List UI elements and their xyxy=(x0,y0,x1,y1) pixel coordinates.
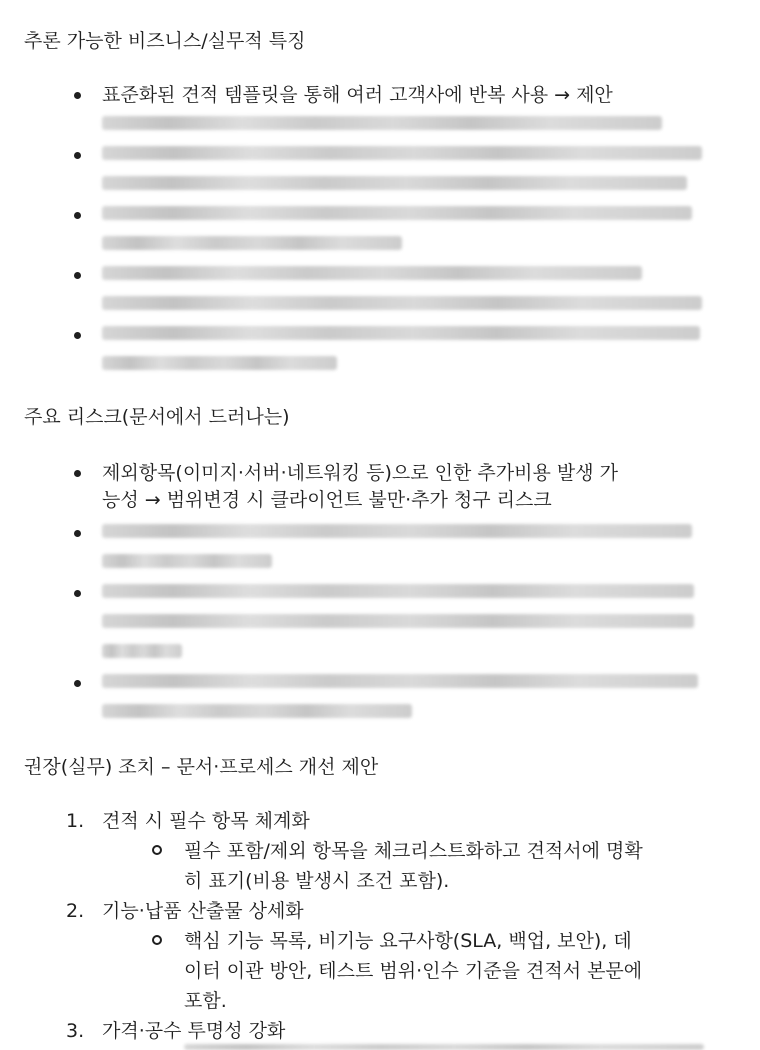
risks-bullet-3 xyxy=(74,590,81,597)
blurred-text xyxy=(102,524,692,538)
blurred-text xyxy=(102,554,272,568)
features-heading: 추론 가능한 비즈니스/실무적 특징 xyxy=(24,30,306,52)
features-item-1: 표준화된 견적 템플릿을 통해 여러 고객사에 반복 사용 → 제안 xyxy=(102,84,613,106)
blurred-text xyxy=(184,1044,704,1050)
blurred-text xyxy=(102,146,702,160)
features-bullet-3 xyxy=(74,212,81,219)
blurred-text xyxy=(102,644,182,658)
risks-bullet-1 xyxy=(74,470,81,477)
blurred-text xyxy=(102,704,412,718)
step-3-title: 가격·공수 투명성 강화 xyxy=(102,1020,286,1042)
blurred-text xyxy=(102,176,687,190)
features-bullet-2 xyxy=(74,152,81,159)
step-2-number: 2. xyxy=(66,900,85,922)
blurred-text xyxy=(102,584,694,598)
step-3-number: 3. xyxy=(66,1020,85,1042)
step-1-detail-line1: 필수 포함/제외 항목을 체크리스트화하고 견적서에 명확 xyxy=(184,840,643,862)
step-2-detail-line3: 포함. xyxy=(184,990,227,1012)
step-1-detail-line2: 히 표기(비용 발생시 조건 포함). xyxy=(184,870,450,892)
actions-heading: 권장(실무) 조치 – 문서·프로세스 개선 제안 xyxy=(24,756,379,778)
step-1-sub-bullet xyxy=(152,845,162,855)
risks-item-1-line1: 제외항목(이미지·서버·네트워킹 등)으로 인한 추가비용 발생 가 xyxy=(102,462,618,484)
blurred-text xyxy=(102,266,642,280)
features-bullet-1 xyxy=(74,92,81,99)
risks-bullet-4 xyxy=(74,680,81,687)
blurred-text xyxy=(102,326,700,340)
blurred-text xyxy=(102,296,702,310)
step-2-detail-line2: 이터 이관 방안, 테스트 범위·인수 기준을 견적서 본문에 xyxy=(184,960,643,982)
step-1-title: 견적 시 필수 항목 체계화 xyxy=(102,810,310,832)
step-2-title: 기능·납품 산출물 상세화 xyxy=(102,900,304,922)
blurred-text xyxy=(102,206,692,220)
risks-bullet-2 xyxy=(74,530,81,537)
risks-heading: 주요 리스크(문서에서 드러나는) xyxy=(24,406,290,428)
features-bullet-4 xyxy=(74,272,81,279)
blurred-text xyxy=(102,356,337,370)
blurred-text xyxy=(102,674,698,688)
step-1-number: 1. xyxy=(66,810,85,832)
step-2-detail-line1: 핵심 기능 목록, 비기능 요구사항(SLA, 백업, 보안), 데 xyxy=(184,930,632,952)
blurred-text xyxy=(102,614,694,628)
blurred-text xyxy=(102,116,662,130)
blurred-text xyxy=(102,236,402,250)
risks-item-1-line2: 능성 → 범위변경 시 클라이언트 불만·추가 청구 리스크 xyxy=(102,489,552,511)
step-2-sub-bullet xyxy=(152,935,162,945)
features-bullet-5 xyxy=(74,332,81,339)
